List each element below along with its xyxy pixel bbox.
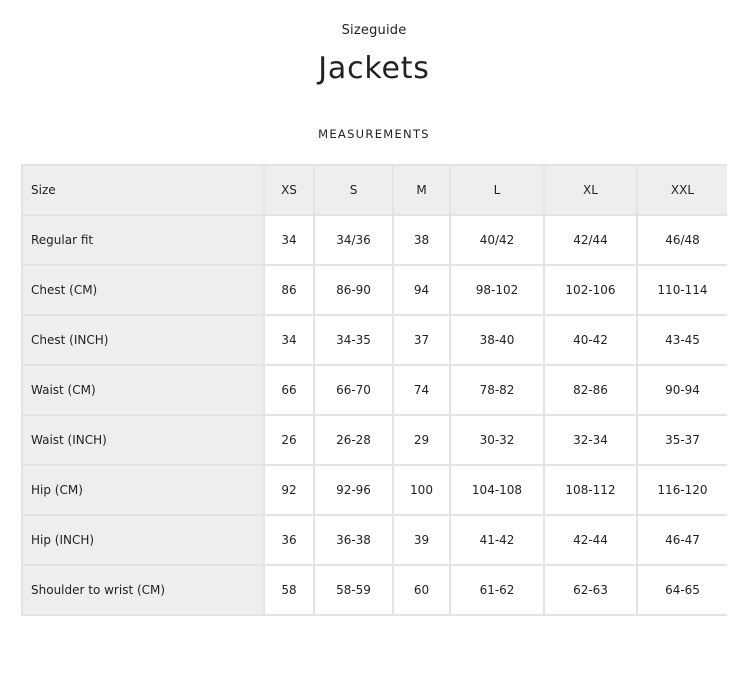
size-table <box>21 164 727 616</box>
header-cell-size: Size <box>22 165 264 215</box>
table-cell: 61-62 <box>450 565 544 615</box>
table-row <box>22 215 727 265</box>
table-cell: 100 <box>393 465 450 515</box>
table-cell: 60 <box>393 565 450 615</box>
table-cell: 34/36 <box>314 215 393 265</box>
table-cell: 86 <box>264 265 314 315</box>
table-cell: 98-102 <box>450 265 544 315</box>
table-cell: 42/44 <box>544 215 637 265</box>
table-cell: 108-112 <box>544 465 637 515</box>
table-row <box>22 315 727 365</box>
row-label: Waist (CM) <box>22 365 264 415</box>
header-cell-xxl: XXL <box>637 165 727 215</box>
table-cell: 66-70 <box>314 365 393 415</box>
table-cell: 90-94 <box>637 365 727 415</box>
table-cell: 46-47 <box>637 515 727 565</box>
table-cell: 34 <box>264 215 314 265</box>
row-label: Hip (INCH) <box>22 515 264 565</box>
table-cell: 30-32 <box>450 415 544 465</box>
row-label: Hip (CM) <box>22 465 264 515</box>
header-cell-xl: XL <box>544 165 637 215</box>
table-cell: 34-35 <box>314 315 393 365</box>
header-cell-m: M <box>393 165 450 215</box>
table-cell: 92 <box>264 465 314 515</box>
header-cell-l: L <box>450 165 544 215</box>
table-cell: 41-42 <box>450 515 544 565</box>
page-title: Jackets <box>318 51 430 86</box>
table-cell: 36-38 <box>314 515 393 565</box>
table-row <box>22 565 727 615</box>
table-cell: 38 <box>393 215 450 265</box>
row-label: Chest (INCH) <box>22 315 264 365</box>
row-label: Waist (INCH) <box>22 415 264 465</box>
table-cell: 82-86 <box>544 365 637 415</box>
table-cell: 36 <box>264 515 314 565</box>
table-cell: 35-37 <box>637 415 727 465</box>
table-cell: 86-90 <box>314 265 393 315</box>
table-cell: 58 <box>264 565 314 615</box>
table-cell: 94 <box>393 265 450 315</box>
table-cell: 74 <box>393 365 450 415</box>
table-cell: 110-114 <box>637 265 727 315</box>
table-cell: 46/48 <box>637 215 727 265</box>
page-kicker: Sizeguide <box>341 23 407 38</box>
table-cell: 116-120 <box>637 465 727 515</box>
table-cell: 58-59 <box>314 565 393 615</box>
table-row <box>22 365 727 415</box>
table-cell: 43-45 <box>637 315 727 365</box>
table-row <box>22 265 727 315</box>
table-cell: 40-42 <box>544 315 637 365</box>
table-cell: 104-108 <box>450 465 544 515</box>
header-cell-xs: XS <box>264 165 314 215</box>
table-cell: 38-40 <box>450 315 544 365</box>
table-cell: 40/42 <box>450 215 544 265</box>
table-cell: 66 <box>264 365 314 415</box>
row-label: Shoulder to wrist (CM) <box>22 565 264 615</box>
row-label: Chest (CM) <box>22 265 264 315</box>
header-cell-s: S <box>314 165 393 215</box>
table-cell: 64-65 <box>637 565 727 615</box>
table-cell: 29 <box>393 415 450 465</box>
table-row <box>22 465 727 515</box>
table-row <box>22 415 727 465</box>
table-cell: 102-106 <box>544 265 637 315</box>
table-cell: 26-28 <box>314 415 393 465</box>
table-header-row <box>22 165 727 215</box>
table-cell: 34 <box>264 315 314 365</box>
table-row <box>22 515 727 565</box>
table-cell: 32-34 <box>544 415 637 465</box>
table-cell: 26 <box>264 415 314 465</box>
table-cell: 37 <box>393 315 450 365</box>
table-cell: 78-82 <box>450 365 544 415</box>
table-cell: 92-96 <box>314 465 393 515</box>
size-table-container[interactable] <box>21 164 727 629</box>
table-cell: 62-63 <box>544 565 637 615</box>
table-cell: 39 <box>393 515 450 565</box>
section-title: MEASUREMENTS <box>318 127 430 141</box>
row-label: Regular fit <box>22 215 264 265</box>
table-cell: 42-44 <box>544 515 637 565</box>
